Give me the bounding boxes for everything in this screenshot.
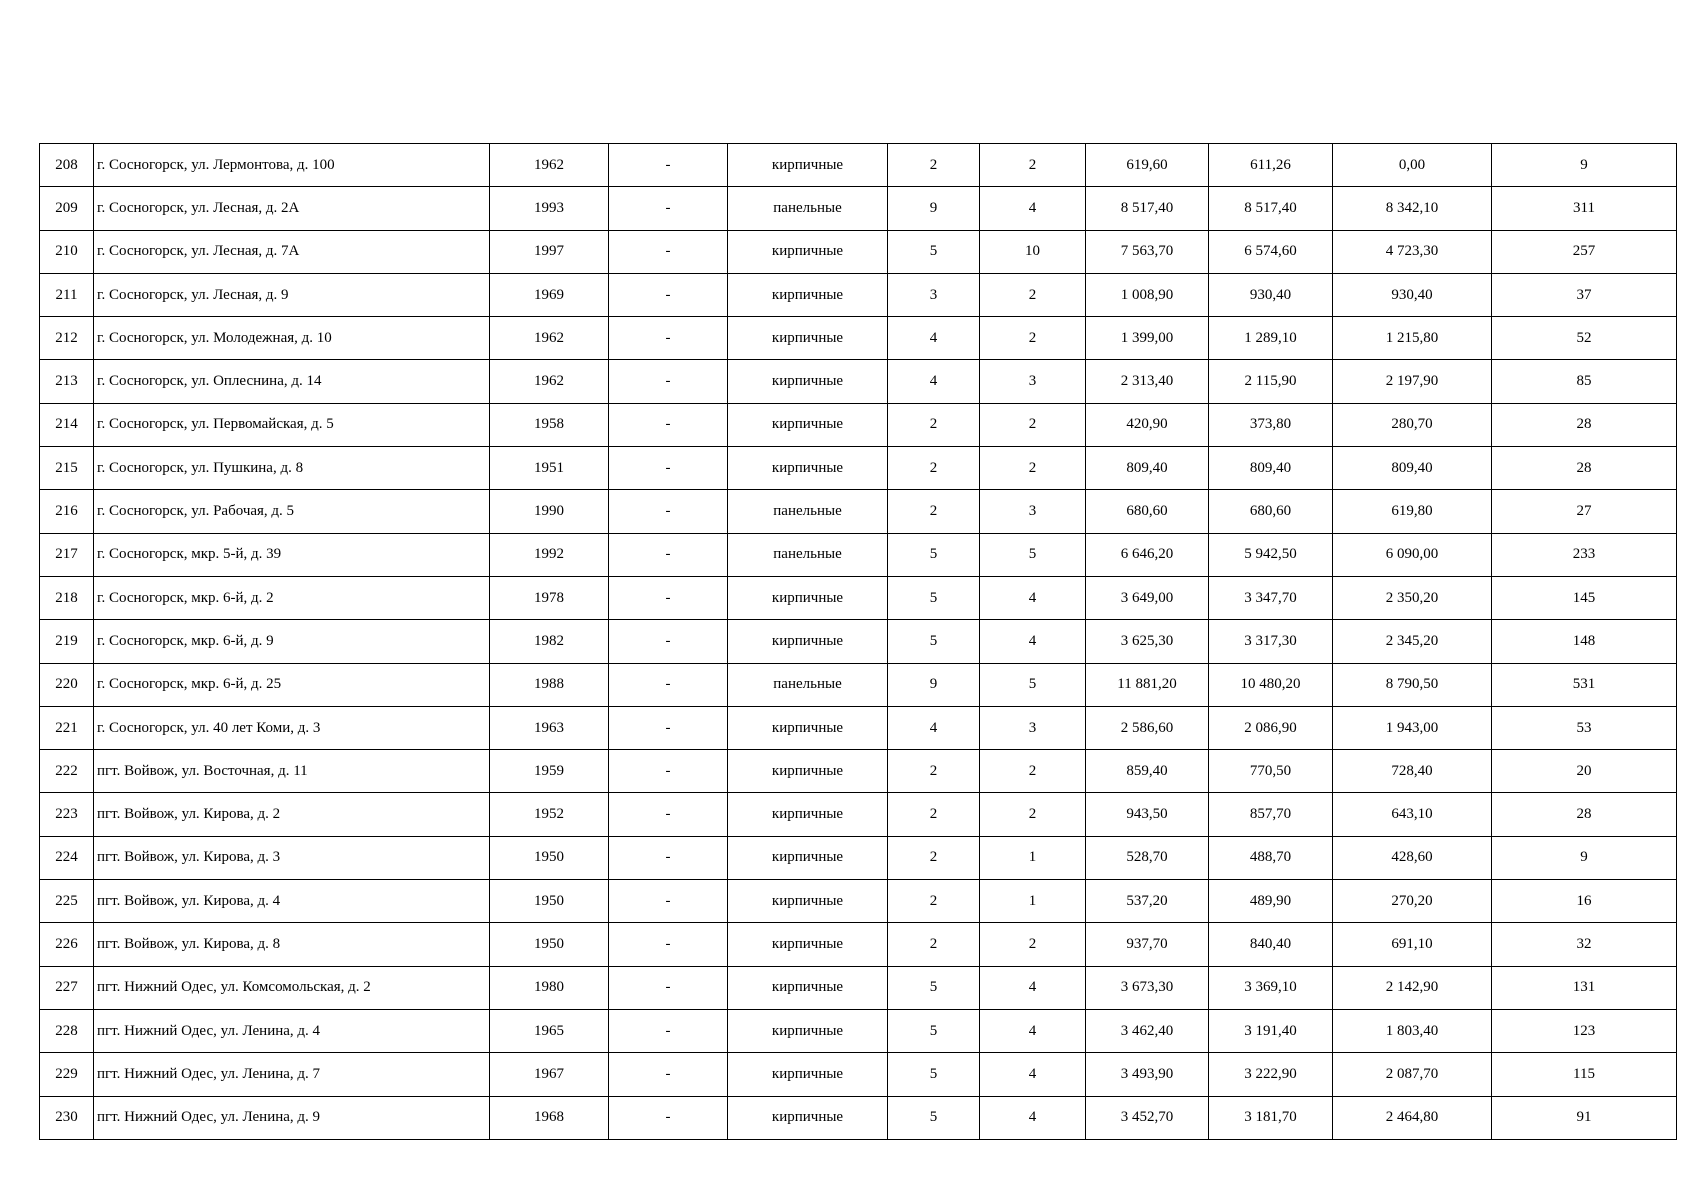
floors-cell: 5 (888, 1053, 980, 1096)
dash-cell: - (609, 447, 728, 490)
table-row (40, 447, 1677, 490)
build-year-cell: 1951 (490, 447, 609, 490)
table-row (40, 490, 1677, 533)
entrances-cell: 4 (980, 1009, 1086, 1052)
row-number-cell: 218 (40, 576, 94, 619)
residential-area-cell: 619,80 (1333, 490, 1492, 533)
table-row (40, 750, 1677, 793)
address-cell: г. Сосногорск, ул. Молодежная, д. 10 (94, 317, 490, 360)
residential-area-cell: 2 345,20 (1333, 620, 1492, 663)
total-area-cell: 3 493,90 (1086, 1053, 1209, 1096)
address-cell: г. Сосногорск, ул. Оплеснина, д. 14 (94, 360, 490, 403)
total-area-cell: 1 399,00 (1086, 317, 1209, 360)
total-area-cell: 3 649,00 (1086, 576, 1209, 619)
living-area-cell: 680,60 (1209, 490, 1333, 533)
entrances-cell: 2 (980, 447, 1086, 490)
wall-material-cell: кирпичные (728, 360, 888, 403)
floors-cell: 3 (888, 273, 980, 316)
build-year-cell: 1962 (490, 144, 609, 187)
address-cell: пгт. Нижний Одес, ул. Ленина, д. 4 (94, 1009, 490, 1052)
address-cell: пгт. Войвож, ул. Кирова, д. 3 (94, 836, 490, 879)
table-row (40, 966, 1677, 1009)
residents-cell: 91 (1492, 1096, 1677, 1139)
floors-cell: 5 (888, 230, 980, 273)
floors-cell: 2 (888, 923, 980, 966)
table-row (40, 230, 1677, 273)
wall-material-cell: панельные (728, 663, 888, 706)
floors-cell: 5 (888, 576, 980, 619)
build-year-cell: 1969 (490, 273, 609, 316)
dash-cell: - (609, 576, 728, 619)
residents-cell: 28 (1492, 447, 1677, 490)
total-area-cell: 6 646,20 (1086, 533, 1209, 576)
dash-cell: - (609, 1009, 728, 1052)
row-number-cell: 217 (40, 533, 94, 576)
address-cell: пгт. Войвож, ул. Кирова, д. 2 (94, 793, 490, 836)
residential-area-cell: 809,40 (1333, 447, 1492, 490)
dash-cell: - (609, 317, 728, 360)
table-row (40, 360, 1677, 403)
table-row (40, 187, 1677, 230)
build-year-cell: 1993 (490, 187, 609, 230)
total-area-cell: 619,60 (1086, 144, 1209, 187)
entrances-cell: 4 (980, 187, 1086, 230)
dash-cell: - (609, 230, 728, 273)
residents-cell: 9 (1492, 836, 1677, 879)
row-number-cell: 210 (40, 230, 94, 273)
build-year-cell: 1982 (490, 620, 609, 663)
residential-area-cell: 8 342,10 (1333, 187, 1492, 230)
residents-cell: 257 (1492, 230, 1677, 273)
living-area-cell: 3 191,40 (1209, 1009, 1333, 1052)
table-row (40, 1096, 1677, 1139)
row-number-cell: 209 (40, 187, 94, 230)
floors-cell: 2 (888, 490, 980, 533)
entrances-cell: 2 (980, 144, 1086, 187)
residents-cell: 20 (1492, 750, 1677, 793)
floors-cell: 2 (888, 750, 980, 793)
dash-cell: - (609, 966, 728, 1009)
total-area-cell: 809,40 (1086, 447, 1209, 490)
living-area-cell: 1 289,10 (1209, 317, 1333, 360)
entrances-cell: 4 (980, 1053, 1086, 1096)
living-area-cell: 840,40 (1209, 923, 1333, 966)
residential-area-cell: 930,40 (1333, 273, 1492, 316)
floors-cell: 2 (888, 403, 980, 446)
residents-cell: 53 (1492, 706, 1677, 749)
total-area-cell: 528,70 (1086, 836, 1209, 879)
row-number-cell: 213 (40, 360, 94, 403)
address-cell: г. Сосногорск, ул. Лесная, д. 7А (94, 230, 490, 273)
table-row (40, 533, 1677, 576)
entrances-cell: 3 (980, 360, 1086, 403)
dash-cell: - (609, 663, 728, 706)
wall-material-cell: кирпичные (728, 403, 888, 446)
residents-cell: 131 (1492, 966, 1677, 1009)
residents-cell: 9 (1492, 144, 1677, 187)
row-number-cell: 216 (40, 490, 94, 533)
wall-material-cell: кирпичные (728, 620, 888, 663)
build-year-cell: 1958 (490, 403, 609, 446)
dash-cell: - (609, 144, 728, 187)
wall-material-cell: кирпичные (728, 750, 888, 793)
address-cell: пгт. Нижний Одес, ул. Комсомольская, д. 2 (94, 966, 490, 1009)
total-area-cell: 680,60 (1086, 490, 1209, 533)
wall-material-cell: кирпичные (728, 880, 888, 923)
residents-cell: 32 (1492, 923, 1677, 966)
dash-cell: - (609, 706, 728, 749)
residential-area-cell: 4 723,30 (1333, 230, 1492, 273)
wall-material-cell: кирпичные (728, 230, 888, 273)
address-cell: пгт. Нижний Одес, ул. Ленина, д. 9 (94, 1096, 490, 1139)
residential-area-cell: 0,00 (1333, 144, 1492, 187)
entrances-cell: 5 (980, 663, 1086, 706)
build-year-cell: 1980 (490, 966, 609, 1009)
living-area-cell: 770,50 (1209, 750, 1333, 793)
total-area-cell: 3 452,70 (1086, 1096, 1209, 1139)
entrances-cell: 2 (980, 750, 1086, 793)
entrances-cell: 5 (980, 533, 1086, 576)
wall-material-cell: кирпичные (728, 273, 888, 316)
address-cell: пгт. Войвож, ул. Кирова, д. 4 (94, 880, 490, 923)
build-year-cell: 1962 (490, 317, 609, 360)
total-area-cell: 420,90 (1086, 403, 1209, 446)
row-number-cell: 230 (40, 1096, 94, 1139)
total-area-cell: 3 462,40 (1086, 1009, 1209, 1052)
entrances-cell: 2 (980, 923, 1086, 966)
address-cell: пгт. Нижний Одес, ул. Ленина, д. 7 (94, 1053, 490, 1096)
wall-material-cell: кирпичные (728, 1009, 888, 1052)
row-number-cell: 225 (40, 880, 94, 923)
residents-cell: 531 (1492, 663, 1677, 706)
total-area-cell: 937,70 (1086, 923, 1209, 966)
total-area-cell: 859,40 (1086, 750, 1209, 793)
build-year-cell: 1950 (490, 880, 609, 923)
floors-cell: 2 (888, 836, 980, 879)
residential-area-cell: 428,60 (1333, 836, 1492, 879)
floors-cell: 9 (888, 663, 980, 706)
living-area-cell: 3 181,70 (1209, 1096, 1333, 1139)
build-year-cell: 1978 (490, 576, 609, 619)
floors-cell: 2 (888, 880, 980, 923)
entrances-cell: 4 (980, 1096, 1086, 1139)
living-area-cell: 488,70 (1209, 836, 1333, 879)
total-area-cell: 11 881,20 (1086, 663, 1209, 706)
floors-cell: 9 (888, 187, 980, 230)
residents-cell: 28 (1492, 403, 1677, 446)
living-area-cell: 3 222,90 (1209, 1053, 1333, 1096)
address-cell: г. Сосногорск, ул. Рабочая, д. 5 (94, 490, 490, 533)
table-row (40, 317, 1677, 360)
dash-cell: - (609, 750, 728, 793)
dash-cell: - (609, 620, 728, 663)
row-number-cell: 229 (40, 1053, 94, 1096)
wall-material-cell: кирпичные (728, 836, 888, 879)
total-area-cell: 2 586,60 (1086, 706, 1209, 749)
dash-cell: - (609, 923, 728, 966)
table-row (40, 1009, 1677, 1052)
floors-cell: 5 (888, 1009, 980, 1052)
living-area-cell: 489,90 (1209, 880, 1333, 923)
residential-area-cell: 691,10 (1333, 923, 1492, 966)
floors-cell: 4 (888, 706, 980, 749)
floors-cell: 5 (888, 620, 980, 663)
residential-area-cell: 728,40 (1333, 750, 1492, 793)
table-row (40, 663, 1677, 706)
living-area-cell: 5 942,50 (1209, 533, 1333, 576)
entrances-cell: 2 (980, 403, 1086, 446)
build-year-cell: 1992 (490, 533, 609, 576)
row-number-cell: 214 (40, 403, 94, 446)
living-area-cell: 373,80 (1209, 403, 1333, 446)
residential-area-cell: 1 943,00 (1333, 706, 1492, 749)
table-row (40, 620, 1677, 663)
build-year-cell: 1963 (490, 706, 609, 749)
row-number-cell: 215 (40, 447, 94, 490)
residents-cell: 145 (1492, 576, 1677, 619)
living-area-cell: 2 115,90 (1209, 360, 1333, 403)
residents-cell: 52 (1492, 317, 1677, 360)
total-area-cell: 2 313,40 (1086, 360, 1209, 403)
total-area-cell: 537,20 (1086, 880, 1209, 923)
residents-cell: 37 (1492, 273, 1677, 316)
wall-material-cell: кирпичные (728, 966, 888, 1009)
residents-cell: 311 (1492, 187, 1677, 230)
dash-cell: - (609, 880, 728, 923)
residents-cell: 16 (1492, 880, 1677, 923)
living-area-cell: 3 347,70 (1209, 576, 1333, 619)
address-cell: г. Сосногорск, ул. Лермонтова, д. 100 (94, 144, 490, 187)
housing-registry-table (39, 143, 1677, 1140)
living-area-cell: 3 317,30 (1209, 620, 1333, 663)
build-year-cell: 1950 (490, 923, 609, 966)
row-number-cell: 212 (40, 317, 94, 360)
dash-cell: - (609, 403, 728, 446)
wall-material-cell: кирпичные (728, 576, 888, 619)
living-area-cell: 611,26 (1209, 144, 1333, 187)
total-area-cell: 7 563,70 (1086, 230, 1209, 273)
residential-area-cell: 2 087,70 (1333, 1053, 1492, 1096)
entrances-cell: 4 (980, 620, 1086, 663)
residents-cell: 123 (1492, 1009, 1677, 1052)
dash-cell: - (609, 1053, 728, 1096)
address-cell: пгт. Войвож, ул. Кирова, д. 8 (94, 923, 490, 966)
table-row (40, 403, 1677, 446)
entrances-cell: 3 (980, 706, 1086, 749)
living-area-cell: 857,70 (1209, 793, 1333, 836)
entrances-cell: 10 (980, 230, 1086, 273)
residential-area-cell: 1 803,40 (1333, 1009, 1492, 1052)
build-year-cell: 1950 (490, 836, 609, 879)
residents-cell: 85 (1492, 360, 1677, 403)
wall-material-cell: кирпичные (728, 923, 888, 966)
address-cell: г. Сосногорск, мкр. 6-й, д. 9 (94, 620, 490, 663)
living-area-cell: 930,40 (1209, 273, 1333, 316)
build-year-cell: 1967 (490, 1053, 609, 1096)
row-number-cell: 226 (40, 923, 94, 966)
living-area-cell: 6 574,60 (1209, 230, 1333, 273)
dash-cell: - (609, 836, 728, 879)
table-row (40, 576, 1677, 619)
dash-cell: - (609, 1096, 728, 1139)
total-area-cell: 943,50 (1086, 793, 1209, 836)
residential-area-cell: 2 197,90 (1333, 360, 1492, 403)
table-row (40, 836, 1677, 879)
residential-area-cell: 2 350,20 (1333, 576, 1492, 619)
floors-cell: 2 (888, 793, 980, 836)
living-area-cell: 2 086,90 (1209, 706, 1333, 749)
residential-area-cell: 6 090,00 (1333, 533, 1492, 576)
entrances-cell: 2 (980, 317, 1086, 360)
wall-material-cell: кирпичные (728, 447, 888, 490)
row-number-cell: 211 (40, 273, 94, 316)
address-cell: г. Сосногорск, мкр. 6-й, д. 2 (94, 576, 490, 619)
row-number-cell: 220 (40, 663, 94, 706)
wall-material-cell: панельные (728, 533, 888, 576)
address-cell: г. Сосногорск, мкр. 6-й, д. 25 (94, 663, 490, 706)
table-row (40, 706, 1677, 749)
total-area-cell: 3 625,30 (1086, 620, 1209, 663)
dash-cell: - (609, 793, 728, 836)
total-area-cell: 1 008,90 (1086, 273, 1209, 316)
floors-cell: 2 (888, 144, 980, 187)
table-row (40, 793, 1677, 836)
entrances-cell: 1 (980, 836, 1086, 879)
floors-cell: 4 (888, 360, 980, 403)
wall-material-cell: кирпичные (728, 793, 888, 836)
entrances-cell: 2 (980, 273, 1086, 316)
residential-area-cell: 270,20 (1333, 880, 1492, 923)
residents-cell: 115 (1492, 1053, 1677, 1096)
row-number-cell: 227 (40, 966, 94, 1009)
residential-area-cell: 1 215,80 (1333, 317, 1492, 360)
floors-cell: 2 (888, 447, 980, 490)
living-area-cell: 8 517,40 (1209, 187, 1333, 230)
dash-cell: - (609, 273, 728, 316)
row-number-cell: 224 (40, 836, 94, 879)
entrances-cell: 1 (980, 880, 1086, 923)
living-area-cell: 809,40 (1209, 447, 1333, 490)
wall-material-cell: кирпичные (728, 706, 888, 749)
total-area-cell: 3 673,30 (1086, 966, 1209, 1009)
address-cell: г. Сосногорск, ул. Пушкина, д. 8 (94, 447, 490, 490)
dash-cell: - (609, 533, 728, 576)
wall-material-cell: кирпичные (728, 144, 888, 187)
table-row (40, 144, 1677, 187)
row-number-cell: 221 (40, 706, 94, 749)
table-row (40, 1053, 1677, 1096)
floors-cell: 5 (888, 966, 980, 1009)
table-row (40, 273, 1677, 316)
build-year-cell: 1959 (490, 750, 609, 793)
wall-material-cell: панельные (728, 490, 888, 533)
floors-cell: 4 (888, 317, 980, 360)
build-year-cell: 1962 (490, 360, 609, 403)
residents-cell: 148 (1492, 620, 1677, 663)
total-area-cell: 8 517,40 (1086, 187, 1209, 230)
table-body (40, 144, 1677, 1140)
address-cell: г. Сосногорск, ул. 40 лет Коми, д. 3 (94, 706, 490, 749)
row-number-cell: 208 (40, 144, 94, 187)
residents-cell: 233 (1492, 533, 1677, 576)
living-area-cell: 10 480,20 (1209, 663, 1333, 706)
build-year-cell: 1990 (490, 490, 609, 533)
residential-area-cell: 2 464,80 (1333, 1096, 1492, 1139)
row-number-cell: 228 (40, 1009, 94, 1052)
residential-area-cell: 2 142,90 (1333, 966, 1492, 1009)
dash-cell: - (609, 490, 728, 533)
floors-cell: 5 (888, 1096, 980, 1139)
entrances-cell: 3 (980, 490, 1086, 533)
wall-material-cell: панельные (728, 187, 888, 230)
residential-area-cell: 8 790,50 (1333, 663, 1492, 706)
entrances-cell: 2 (980, 793, 1086, 836)
address-cell: г. Сосногорск, мкр. 5-й, д. 39 (94, 533, 490, 576)
residential-area-cell: 280,70 (1333, 403, 1492, 446)
row-number-cell: 223 (40, 793, 94, 836)
table-row (40, 880, 1677, 923)
build-year-cell: 1965 (490, 1009, 609, 1052)
address-cell: г. Сосногорск, ул. Лесная, д. 9 (94, 273, 490, 316)
residents-cell: 27 (1492, 490, 1677, 533)
residential-area-cell: 643,10 (1333, 793, 1492, 836)
row-number-cell: 219 (40, 620, 94, 663)
living-area-cell: 3 369,10 (1209, 966, 1333, 1009)
build-year-cell: 1968 (490, 1096, 609, 1139)
wall-material-cell: кирпичные (728, 1053, 888, 1096)
residents-cell: 28 (1492, 793, 1677, 836)
address-cell: г. Сосногорск, ул. Первомайская, д. 5 (94, 403, 490, 446)
wall-material-cell: кирпичные (728, 317, 888, 360)
build-year-cell: 1988 (490, 663, 609, 706)
dash-cell: - (609, 360, 728, 403)
floors-cell: 5 (888, 533, 980, 576)
wall-material-cell: кирпичные (728, 1096, 888, 1139)
build-year-cell: 1952 (490, 793, 609, 836)
entrances-cell: 4 (980, 576, 1086, 619)
row-number-cell: 222 (40, 750, 94, 793)
dash-cell: - (609, 187, 728, 230)
entrances-cell: 4 (980, 966, 1086, 1009)
address-cell: г. Сосногорск, ул. Лесная, д. 2А (94, 187, 490, 230)
address-cell: пгт. Войвож, ул. Восточная, д. 11 (94, 750, 490, 793)
table-row (40, 923, 1677, 966)
build-year-cell: 1997 (490, 230, 609, 273)
